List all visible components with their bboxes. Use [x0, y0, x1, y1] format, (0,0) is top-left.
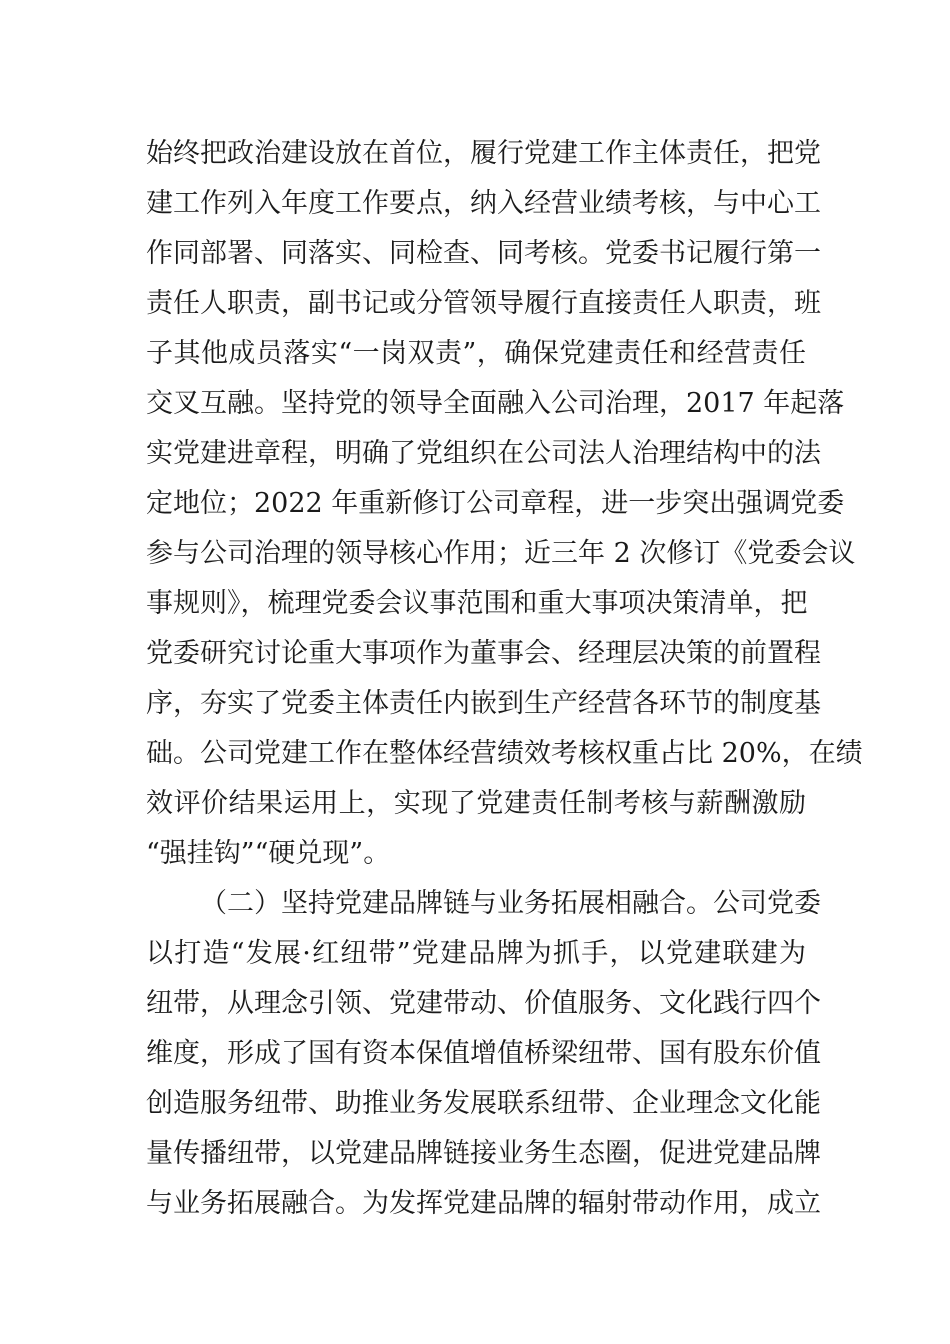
text-line-22: 与业务拓展融合。为发挥党建品牌的辐射带动作用，成立	[146, 1188, 821, 1219]
text-line-6: 交叉互融。坚持党的领导全面融入公司治理，2017 年起落	[146, 388, 845, 419]
text-line-19: 维度，形成了国有资本保值增值桥梁纽带、国有股东价值	[146, 1038, 821, 1069]
text-line-20: 创造服务纽带、助推业务发展联系纽带、企业理念文化能	[146, 1088, 821, 1119]
text-line-5: 子其他成员落实“一岗双责”，确保党建责任和经营责任	[146, 338, 806, 369]
text-line-3: 作同部署、同落实、同检查、同考核。党委书记履行第一	[146, 238, 821, 269]
text-line-13: 础。公司党建工作在整体经营绩效考核权重占比 20%，在绩	[146, 738, 863, 769]
text-line-8: 定地位；2022 年重新修订公司章程，进一步突出强调党委	[146, 488, 845, 519]
text-line-15: “强挂钩”“硬兑现”。	[146, 838, 391, 869]
text-line-18: 纽带，从理念引领、党建带动、价值服务、文化践行四个	[146, 988, 821, 1019]
text-line-7: 实党建进章程，明确了党组织在公司法人治理结构中的法	[146, 438, 821, 469]
text-line-4: 责任人职责，副书记或分管领导履行直接责任人职责，班	[146, 288, 821, 319]
text-line-9: 参与公司治理的领导核心作用；近三年 2 次修订《党委会议	[146, 538, 856, 569]
text-line-2: 建工作列入年度工作要点，纳入经营业绩考核，与中心工	[146, 188, 821, 219]
text-line-10: 事规则》，梳理党委会议事范围和重大事项决策清单，把	[146, 588, 808, 619]
text-line-21: 量传播纽带，以党建品牌链接业务生态圈，促进党建品牌	[146, 1138, 821, 1169]
text-line-12: 序，夯实了党委主体责任内嵌到生产经营各环节的制度基	[146, 688, 821, 719]
text-line-14: 效评价结果运用上，实现了党建责任制考核与薪酬激励	[146, 788, 806, 819]
section-heading-line: （二）坚持党建品牌链与业务拓展相融合。公司党委	[200, 888, 821, 919]
text-line-17: 以打造“发展·红纽带”党建品牌为抓手，以党建联建为	[146, 938, 806, 969]
text-line-11: 党委研究讨论重大事项作为董事会、经理层决策的前置程	[146, 638, 821, 669]
text-line-1: 始终把政治建设放在首位，履行党建工作主体责任，把党	[146, 138, 821, 169]
